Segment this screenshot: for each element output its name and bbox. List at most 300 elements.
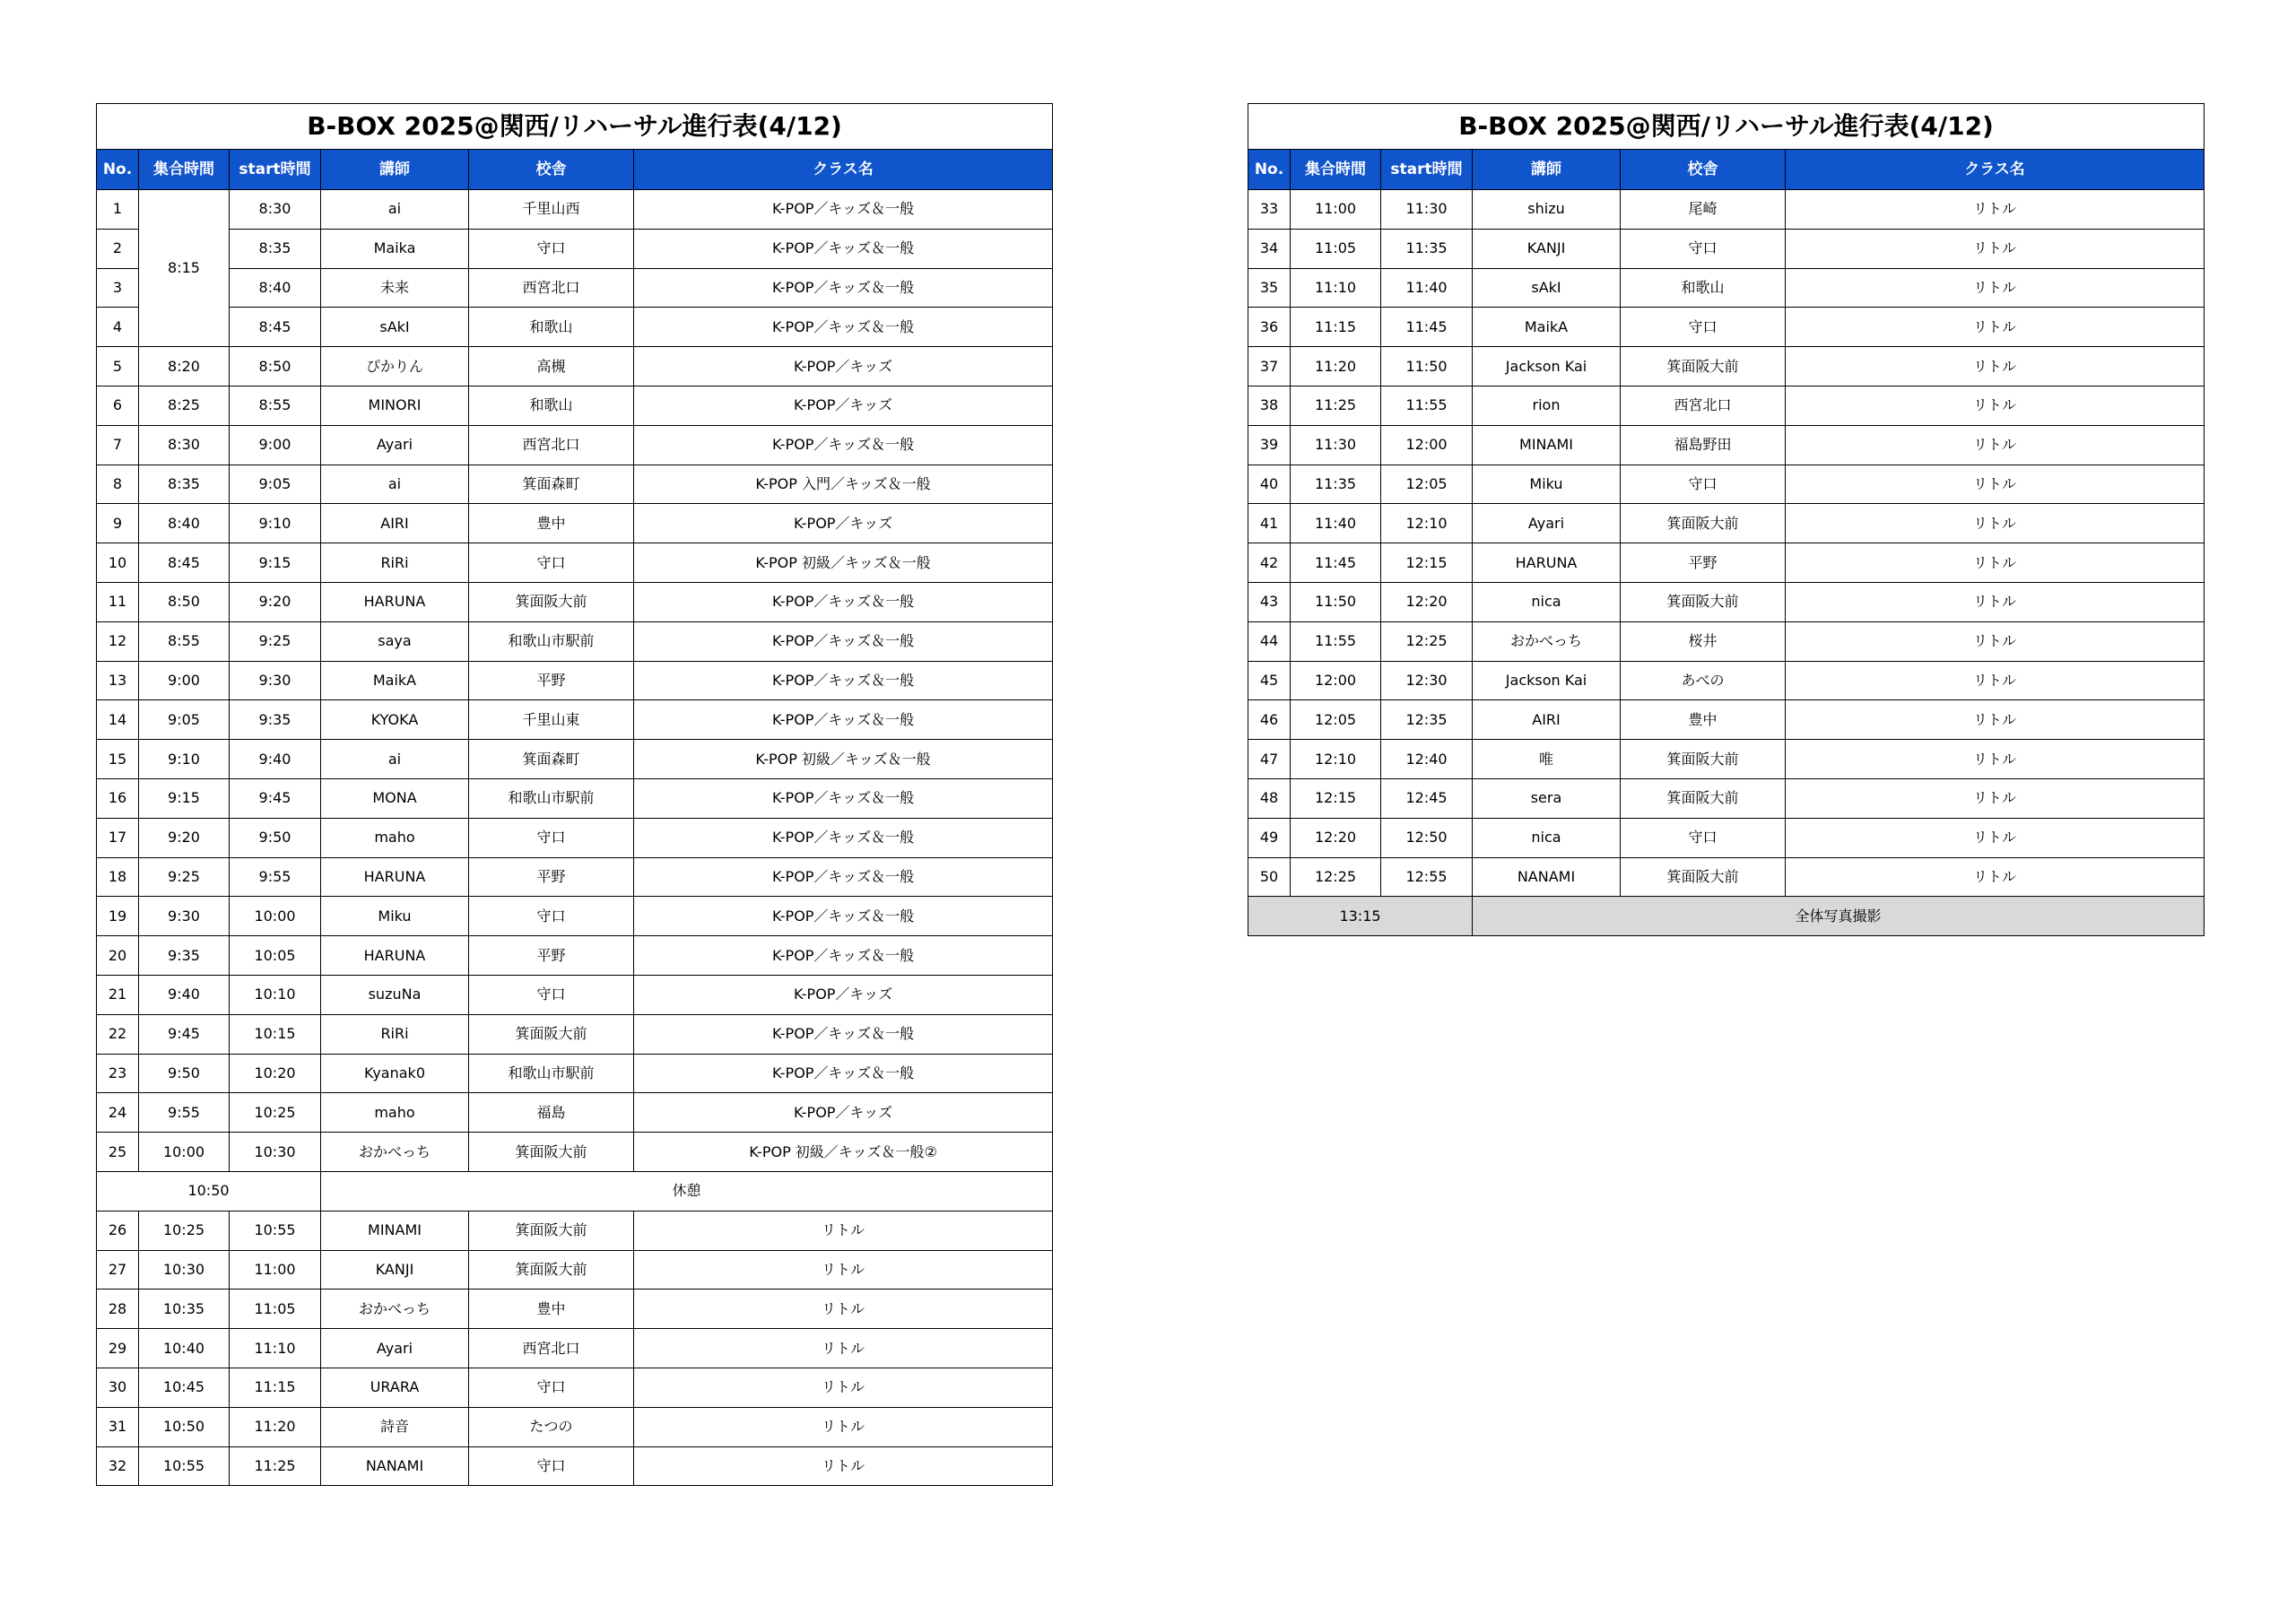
schedule-row — [97, 975, 1053, 1014]
row-number: 23 — [97, 1054, 139, 1093]
row-number: 25 — [97, 1133, 139, 1172]
schedule-row — [97, 308, 1053, 347]
gather-time: 8:25 — [139, 386, 230, 425]
start-time: 12:15 — [1381, 543, 1473, 583]
teacher-name: NANAMI — [321, 1446, 469, 1486]
teacher-name: おかべっち — [321, 1133, 469, 1172]
header-teacher: 講師 — [1473, 150, 1621, 190]
schedule-row — [1248, 778, 2205, 818]
school-name: 箕面森町 — [469, 465, 634, 504]
row-number: 10 — [97, 543, 139, 583]
class-name: リトル — [1786, 425, 2205, 465]
gather-time: 8:20 — [139, 347, 230, 386]
schedule-row — [1248, 661, 2205, 700]
schedule-row — [97, 897, 1053, 936]
school-name: 箕面阪大前 — [1621, 504, 1786, 543]
class-name: リトル — [1786, 778, 2205, 818]
schedule-row — [97, 465, 1053, 504]
row-number: 21 — [97, 975, 139, 1014]
start-time: 9:40 — [230, 740, 321, 779]
start-time: 9:00 — [230, 425, 321, 465]
class-name: K-POP／キッズ＆一般 — [634, 621, 1053, 661]
row-number: 49 — [1248, 818, 1291, 857]
header-start-time: start時間 — [1381, 150, 1473, 190]
class-name: リトル — [634, 1211, 1053, 1250]
school-name: 箕面森町 — [469, 740, 634, 779]
closing-label: 全体写真撮影 — [1473, 897, 2205, 936]
schedule-row — [97, 1014, 1053, 1054]
row-number: 18 — [97, 857, 139, 897]
row-number: 7 — [97, 425, 139, 465]
row-number: 30 — [97, 1368, 139, 1407]
start-time: 9:50 — [230, 818, 321, 857]
start-time: 12:00 — [1381, 425, 1473, 465]
gather-time: 9:35 — [139, 936, 230, 976]
row-number: 42 — [1248, 543, 1291, 583]
school-name: 箕面阪大前 — [469, 1014, 634, 1054]
start-time: 8:50 — [230, 347, 321, 386]
class-name: K-POP／キッズ＆一般 — [634, 818, 1053, 857]
closing-row — [1248, 897, 2205, 936]
gather-time: 11:10 — [1291, 268, 1381, 308]
gather-time: 12:20 — [1291, 818, 1381, 857]
school-name: 高槻 — [469, 347, 634, 386]
gather-time: 9:45 — [139, 1014, 230, 1054]
gather-time: 8:15 — [139, 190, 230, 347]
class-name: リトル — [1786, 700, 2205, 740]
class-name: K-POP／キッズ＆一般 — [634, 190, 1053, 230]
gather-time: 11:30 — [1291, 425, 1381, 465]
start-time: 11:35 — [1381, 229, 1473, 268]
gather-time: 9:40 — [139, 975, 230, 1014]
gather-time: 11:00 — [1291, 190, 1381, 230]
start-time: 10:05 — [230, 936, 321, 976]
row-number: 38 — [1248, 386, 1291, 425]
start-time: 9:20 — [230, 582, 321, 621]
class-name: K-POP 初級／キッズ＆一般 — [634, 543, 1053, 583]
start-time: 10:15 — [230, 1014, 321, 1054]
gather-time: 10:55 — [139, 1446, 230, 1486]
start-time: 10:25 — [230, 1093, 321, 1133]
row-number: 29 — [97, 1329, 139, 1368]
start-time: 9:05 — [230, 465, 321, 504]
schedule-row — [1248, 857, 2205, 897]
teacher-name: sera — [1473, 778, 1621, 818]
row-number: 39 — [1248, 425, 1291, 465]
header-start-time: start時間 — [230, 150, 321, 190]
gather-time: 11:20 — [1291, 347, 1381, 386]
schedule-row — [97, 700, 1053, 740]
start-time: 11:30 — [1381, 190, 1473, 230]
teacher-name: Ayari — [321, 1329, 469, 1368]
teacher-name: NANAMI — [1473, 857, 1621, 897]
start-time: 12:55 — [1381, 857, 1473, 897]
header-no: No. — [1248, 150, 1291, 190]
break-label: 休憩 — [321, 1171, 1053, 1211]
header-no: No. — [97, 150, 139, 190]
gather-time: 10:00 — [139, 1133, 230, 1172]
schedule-row — [97, 1211, 1053, 1250]
schedule-row — [97, 425, 1053, 465]
header-gather-time: 集合時間 — [139, 150, 230, 190]
gather-time: 12:25 — [1291, 857, 1381, 897]
schedule-row — [1248, 504, 2205, 543]
gather-time: 10:50 — [139, 1407, 230, 1446]
schedule-table-right — [1248, 103, 2205, 936]
gather-time: 11:45 — [1291, 543, 1381, 583]
class-name: K-POP／キッズ＆一般 — [634, 700, 1053, 740]
row-number: 14 — [97, 700, 139, 740]
teacher-name: Miku — [321, 897, 469, 936]
school-name: 桜井 — [1621, 621, 1786, 661]
row-number: 19 — [97, 897, 139, 936]
start-time: 12:30 — [1381, 661, 1473, 700]
class-name: リトル — [1786, 857, 2205, 897]
school-name: 守口 — [1621, 818, 1786, 857]
gather-time: 12:15 — [1291, 778, 1381, 818]
gather-time: 11:05 — [1291, 229, 1381, 268]
schedule-row — [1248, 190, 2205, 230]
gather-time: 8:50 — [139, 582, 230, 621]
start-time: 11:45 — [1381, 308, 1473, 347]
schedule-row — [97, 347, 1053, 386]
teacher-name: maho — [321, 1093, 469, 1133]
header-school: 校舎 — [469, 150, 634, 190]
start-time: 9:25 — [230, 621, 321, 661]
teacher-name: Ayari — [321, 425, 469, 465]
school-name: 福島 — [469, 1093, 634, 1133]
class-name: K-POP／キッズ — [634, 975, 1053, 1014]
row-number: 24 — [97, 1093, 139, 1133]
row-number: 36 — [1248, 308, 1291, 347]
gather-time: 10:45 — [139, 1368, 230, 1407]
start-time: 10:55 — [230, 1211, 321, 1250]
row-number: 48 — [1248, 778, 1291, 818]
start-time: 12:40 — [1381, 740, 1473, 779]
teacher-name: KYOKA — [321, 700, 469, 740]
class-name: K-POP／キッズ＆一般 — [634, 661, 1053, 700]
teacher-name: Ayari — [1473, 504, 1621, 543]
teacher-name: おかべっち — [321, 1290, 469, 1329]
teacher-name: ai — [321, 465, 469, 504]
school-name: 守口 — [469, 1368, 634, 1407]
school-name: 豊中 — [1621, 700, 1786, 740]
schedule-row — [1248, 700, 2205, 740]
start-time: 11:25 — [230, 1446, 321, 1486]
gather-time: 9:20 — [139, 818, 230, 857]
teacher-name: おかべっち — [1473, 621, 1621, 661]
class-name: K-POP／キッズ＆一般 — [634, 1014, 1053, 1054]
schedule-table-left — [96, 103, 1053, 1486]
teacher-name: suzuNa — [321, 975, 469, 1014]
school-name: 守口 — [469, 229, 634, 268]
start-time: 11:05 — [230, 1290, 321, 1329]
school-name: 箕面阪大前 — [1621, 740, 1786, 779]
row-number: 26 — [97, 1211, 139, 1250]
schedule-row — [97, 386, 1053, 425]
school-name: 和歌山市駅前 — [469, 621, 634, 661]
start-time: 8:35 — [230, 229, 321, 268]
row-number: 28 — [97, 1290, 139, 1329]
teacher-name: RiRi — [321, 543, 469, 583]
school-name: 箕面阪大前 — [1621, 857, 1786, 897]
schedule-row — [97, 857, 1053, 897]
start-time: 11:50 — [1381, 347, 1473, 386]
teacher-name: KANJI — [1473, 229, 1621, 268]
start-time: 10:10 — [230, 975, 321, 1014]
school-name: 守口 — [1621, 308, 1786, 347]
class-name: K-POP／キッズ＆一般 — [634, 936, 1053, 976]
teacher-name: sAkI — [1473, 268, 1621, 308]
start-time: 11:10 — [230, 1329, 321, 1368]
header-class-name: クラス名 — [634, 150, 1053, 190]
schedule-row — [97, 740, 1053, 779]
gather-time: 8:55 — [139, 621, 230, 661]
gather-time: 9:10 — [139, 740, 230, 779]
row-number: 40 — [1248, 465, 1291, 504]
school-name: 西宮北口 — [1621, 386, 1786, 425]
class-name: K-POP／キッズ — [634, 1093, 1053, 1133]
class-name: K-POP／キッズ＆一般 — [634, 1054, 1053, 1093]
teacher-name: MaikA — [1473, 308, 1621, 347]
schedule-row — [97, 936, 1053, 976]
header-gather-time: 集合時間 — [1291, 150, 1381, 190]
row-number: 44 — [1248, 621, 1291, 661]
school-name: 箕面阪大前 — [1621, 582, 1786, 621]
school-name: 豊中 — [469, 1290, 634, 1329]
school-name: 平野 — [469, 661, 634, 700]
school-name: 西宮北口 — [469, 268, 634, 308]
schedule-row — [97, 229, 1053, 268]
row-number: 8 — [97, 465, 139, 504]
school-name: 平野 — [469, 936, 634, 976]
school-name: 豊中 — [469, 504, 634, 543]
start-time: 12:25 — [1381, 621, 1473, 661]
school-name: たつの — [469, 1407, 634, 1446]
row-number: 27 — [97, 1250, 139, 1290]
gather-time: 10:30 — [139, 1250, 230, 1290]
row-number: 34 — [1248, 229, 1291, 268]
row-number: 15 — [97, 740, 139, 779]
schedule-row — [97, 190, 1053, 230]
school-name: 守口 — [469, 818, 634, 857]
school-name: 尾崎 — [1621, 190, 1786, 230]
schedule-row — [97, 1093, 1053, 1133]
row-number: 13 — [97, 661, 139, 700]
school-name: 西宮北口 — [469, 1329, 634, 1368]
header-school: 校舎 — [1621, 150, 1786, 190]
gather-time: 9:30 — [139, 897, 230, 936]
school-name: 守口 — [469, 975, 634, 1014]
school-name: 和歌山市駅前 — [469, 1054, 634, 1093]
row-number: 46 — [1248, 700, 1291, 740]
schedule-row — [97, 1054, 1053, 1093]
teacher-name: MINAMI — [1473, 425, 1621, 465]
schedule-row — [97, 268, 1053, 308]
header-class-name: クラス名 — [1786, 150, 2205, 190]
class-name: K-POP／キッズ＆一般 — [634, 582, 1053, 621]
gather-time: 12:00 — [1291, 661, 1381, 700]
schedule-row — [97, 504, 1053, 543]
school-name: 和歌山市駅前 — [469, 778, 634, 818]
class-name: リトル — [1786, 347, 2205, 386]
schedule-row — [97, 1446, 1053, 1486]
row-number: 22 — [97, 1014, 139, 1054]
class-name: K-POP 初級／キッズ＆一般② — [634, 1133, 1053, 1172]
row-number: 35 — [1248, 268, 1291, 308]
school-name: 和歌山 — [1621, 268, 1786, 308]
start-time: 12:20 — [1381, 582, 1473, 621]
gather-time: 11:25 — [1291, 386, 1381, 425]
teacher-name: MONA — [321, 778, 469, 818]
start-time: 8:45 — [230, 308, 321, 347]
row-number: 20 — [97, 936, 139, 976]
gather-time: 8:30 — [139, 425, 230, 465]
start-time: 9:15 — [230, 543, 321, 583]
school-name: 守口 — [1621, 229, 1786, 268]
teacher-name: nica — [1473, 818, 1621, 857]
school-name: 福島野田 — [1621, 425, 1786, 465]
row-number: 4 — [97, 308, 139, 347]
row-number: 12 — [97, 621, 139, 661]
start-time: 8:40 — [230, 268, 321, 308]
schedule-row — [1248, 543, 2205, 583]
start-time: 9:35 — [230, 700, 321, 740]
class-name: K-POP／キッズ＆一般 — [634, 268, 1053, 308]
schedule-row — [97, 1290, 1053, 1329]
schedule-row — [97, 1250, 1053, 1290]
school-name: 守口 — [469, 1446, 634, 1486]
row-number: 11 — [97, 582, 139, 621]
class-name: リトル — [1786, 818, 2205, 857]
school-name: 箕面阪大前 — [469, 1211, 634, 1250]
row-number: 6 — [97, 386, 139, 425]
start-time: 11:20 — [230, 1407, 321, 1446]
gather-time: 10:40 — [139, 1329, 230, 1368]
class-name: リトル — [1786, 661, 2205, 700]
schedule-row — [1248, 386, 2205, 425]
start-time: 8:30 — [230, 190, 321, 230]
schedule-row — [1248, 740, 2205, 779]
row-number: 17 — [97, 818, 139, 857]
start-time: 10:00 — [230, 897, 321, 936]
teacher-name: 未来 — [321, 268, 469, 308]
teacher-name: Miku — [1473, 465, 1621, 504]
schedule-row — [1248, 308, 2205, 347]
school-name: 箕面阪大前 — [469, 1133, 634, 1172]
class-name: リトル — [634, 1329, 1053, 1368]
teacher-name: HARUNA — [321, 857, 469, 897]
sheet-title: B-BOX 2025@関西/リハーサル進行表(4/12) — [97, 104, 1053, 150]
class-name: K-POP 初級／キッズ＆一般 — [634, 740, 1053, 779]
class-name: リトル — [1786, 268, 2205, 308]
schedule-row — [97, 778, 1053, 818]
row-number: 50 — [1248, 857, 1291, 897]
class-name: リトル — [1786, 386, 2205, 425]
teacher-name: nica — [1473, 582, 1621, 621]
row-number: 3 — [97, 268, 139, 308]
class-name: リトル — [1786, 308, 2205, 347]
start-time: 8:55 — [230, 386, 321, 425]
gather-time: 9:00 — [139, 661, 230, 700]
class-name: K-POP／キッズ — [634, 504, 1053, 543]
teacher-name: Jackson Kai — [1473, 661, 1621, 700]
teacher-name: AIRI — [1473, 700, 1621, 740]
class-name: K-POP／キッズ — [634, 386, 1053, 425]
class-name: リトル — [1786, 229, 2205, 268]
gather-time: 9:25 — [139, 857, 230, 897]
start-time: 11:00 — [230, 1250, 321, 1290]
schedule-row — [1248, 425, 2205, 465]
school-name: 和歌山 — [469, 308, 634, 347]
schedule-row — [97, 1329, 1053, 1368]
teacher-name: Kyanak0 — [321, 1054, 469, 1093]
schedule-row — [97, 1407, 1053, 1446]
row-number: 31 — [97, 1407, 139, 1446]
gather-time: 9:55 — [139, 1093, 230, 1133]
school-name: 千里山西 — [469, 190, 634, 230]
gather-time: 8:35 — [139, 465, 230, 504]
break-row — [97, 1171, 1053, 1211]
row-number: 33 — [1248, 190, 1291, 230]
class-name: リトル — [634, 1407, 1053, 1446]
school-name: 守口 — [469, 543, 634, 583]
teacher-name: URARA — [321, 1368, 469, 1407]
schedule-row — [1248, 582, 2205, 621]
start-time: 10:30 — [230, 1133, 321, 1172]
start-time: 11:55 — [1381, 386, 1473, 425]
class-name: K-POP 入門／キッズ＆一般 — [634, 465, 1053, 504]
gather-time: 8:40 — [139, 504, 230, 543]
gather-time: 9:05 — [139, 700, 230, 740]
class-name: リトル — [1786, 190, 2205, 230]
teacher-name: KANJI — [321, 1250, 469, 1290]
class-name: K-POP／キッズ＆一般 — [634, 308, 1053, 347]
break-time: 10:50 — [97, 1171, 321, 1211]
row-number: 5 — [97, 347, 139, 386]
schedule-row — [97, 661, 1053, 700]
class-name: リトル — [634, 1368, 1053, 1407]
gather-time: 8:45 — [139, 543, 230, 583]
closing-time: 13:15 — [1248, 897, 1473, 936]
class-name: K-POP／キッズ＆一般 — [634, 897, 1053, 936]
schedule-row — [1248, 621, 2205, 661]
schedule-row — [97, 621, 1053, 661]
start-time: 12:50 — [1381, 818, 1473, 857]
teacher-name: shizu — [1473, 190, 1621, 230]
row-number: 32 — [97, 1446, 139, 1486]
class-name: リトル — [1786, 621, 2205, 661]
row-number: 1 — [97, 190, 139, 230]
teacher-name: Maika — [321, 229, 469, 268]
row-number: 9 — [97, 504, 139, 543]
gather-time: 11:55 — [1291, 621, 1381, 661]
gather-time: 11:35 — [1291, 465, 1381, 504]
schedule-row — [97, 1368, 1053, 1407]
start-time: 9:30 — [230, 661, 321, 700]
schedule-row — [97, 1133, 1053, 1172]
schedule-row — [1248, 818, 2205, 857]
teacher-name: AIRI — [321, 504, 469, 543]
start-time: 12:05 — [1381, 465, 1473, 504]
class-name: リトル — [1786, 504, 2205, 543]
gather-time: 11:15 — [1291, 308, 1381, 347]
start-time: 9:55 — [230, 857, 321, 897]
teacher-name: ai — [321, 740, 469, 779]
teacher-name: MINAMI — [321, 1211, 469, 1250]
school-name: 千里山東 — [469, 700, 634, 740]
teacher-name: ぴかりん — [321, 347, 469, 386]
